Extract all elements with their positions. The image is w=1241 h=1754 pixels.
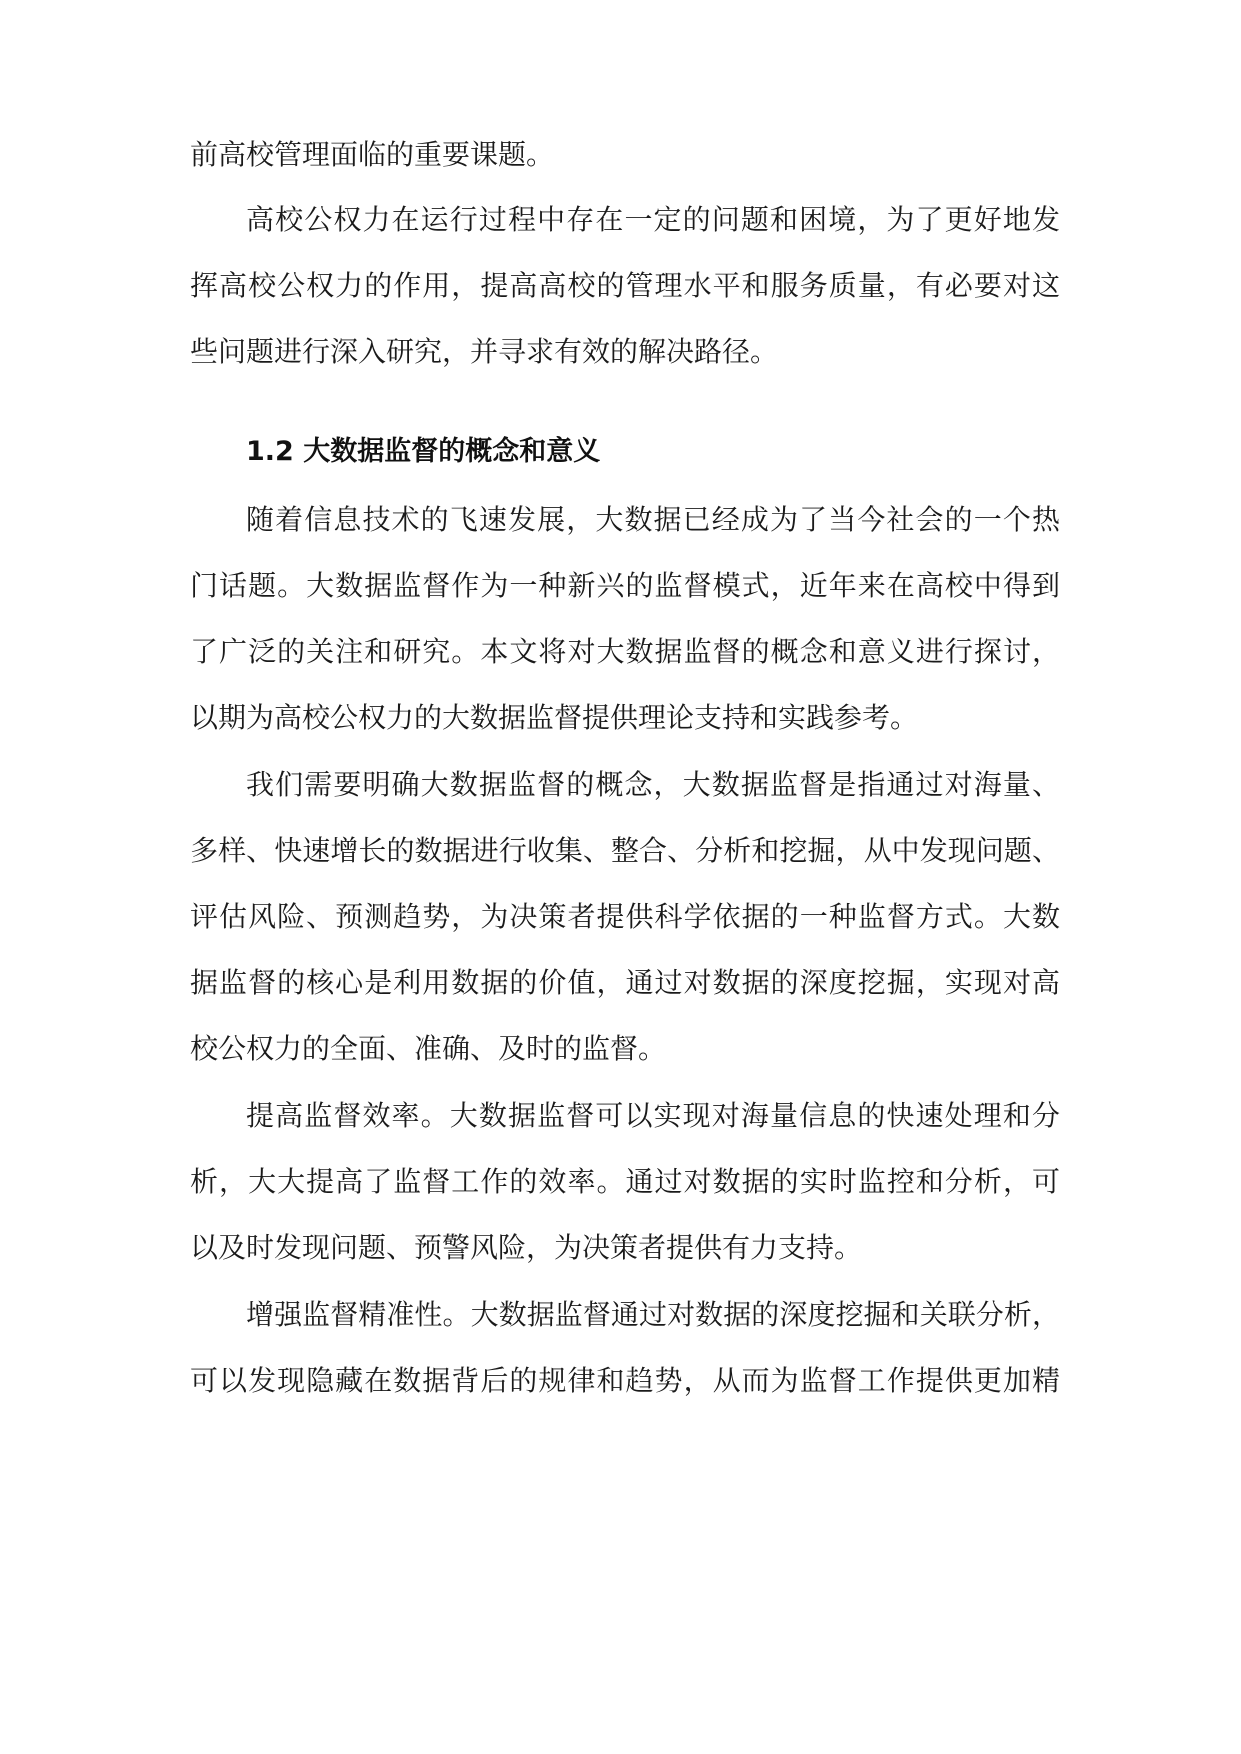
- text-line: 析，大大提高了监督工作的效率。通过对数据的实时监控和分析，可: [190, 1165, 1060, 1198]
- text-line: 高校公权力在运行过程中存在一定的问题和困境，为了更好地发: [246, 203, 1060, 236]
- text-line: 些问题进行深入研究，并寻求有效的解决路径。: [190, 335, 779, 368]
- text-line: 了广泛的关注和研究。本文将对大数据监督的概念和意义进行探讨，: [190, 635, 1060, 668]
- text-line: 门话题。大数据监督作为一种新兴的监督模式，近年来在高校中得到: [190, 569, 1060, 602]
- section-heading: 1.2 大数据监督的概念和意义: [246, 436, 601, 467]
- text-line: 可以发现隐藏在数据背后的规律和趋势，从而为监督工作提供更加精: [190, 1364, 1060, 1397]
- text-line: 以及时发现问题、预警风险，为决策者提供有力支持。: [190, 1231, 863, 1264]
- text-line: 随着信息技术的飞速发展，大数据已经成为了当今社会的一个热: [246, 503, 1060, 536]
- text-line: 评估风险、预测趋势，为决策者提供科学依据的一种监督方式。大数: [190, 900, 1060, 933]
- text-line: 以期为高校公权力的大数据监督提供理论支持和实践参考。: [190, 701, 919, 734]
- text-line: 挥高校公权力的作用，提高高校的管理水平和服务质量，有必要对这: [190, 269, 1060, 302]
- text-line: 多样、快速增长的数据进行收集、整合、分析和挖掘，从中发现问题、: [190, 834, 1060, 867]
- text-line: 增强监督精准性。大数据监督通过对数据的深度挖掘和关联分析，: [246, 1298, 1060, 1331]
- text-line: 提高监督效率。大数据监督可以实现对海量信息的快速处理和分: [246, 1099, 1060, 1132]
- text-line: 校公权力的全面、准确、及时的监督。: [190, 1032, 667, 1065]
- text-line: 据监督的核心是利用数据的价值，通过对数据的深度挖掘，实现对高: [190, 966, 1060, 999]
- text-line: 我们需要明确大数据监督的概念，大数据监督是指通过对海量、: [246, 768, 1060, 801]
- text-line: 前高校管理面临的重要课题。: [190, 138, 555, 171]
